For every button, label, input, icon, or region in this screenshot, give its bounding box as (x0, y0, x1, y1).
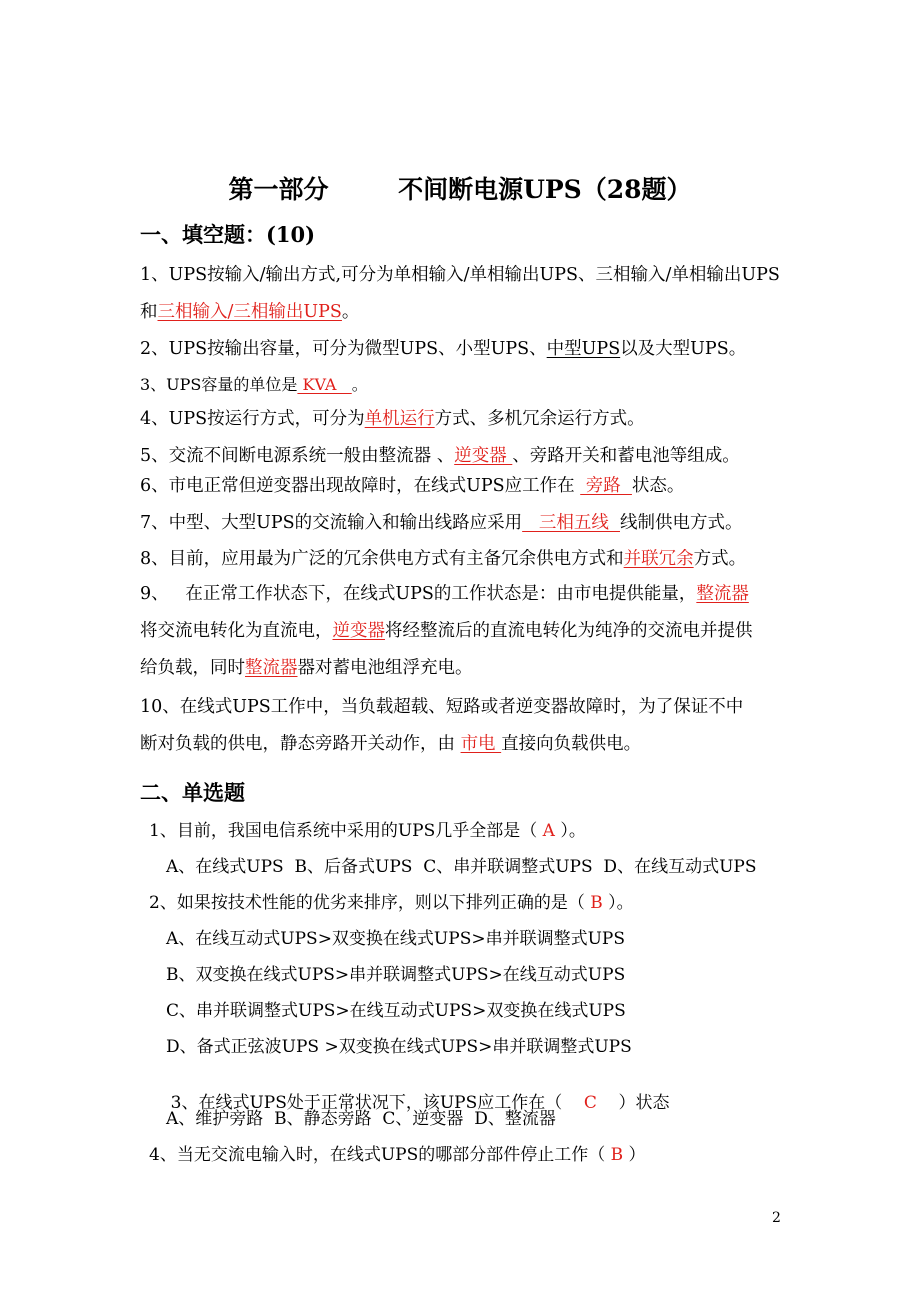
fill-q9-mid-2: 将经整流后的直流电转化为纯净的交流电并提供 (385, 621, 753, 641)
fill-q1-post: 。 (341, 302, 360, 322)
fill-q4-text: 4、UPS按运行方式，可分为 (140, 409, 365, 429)
fill-q10-answer: 市电 (460, 734, 502, 754)
fill-q5-answer: 逆变器 (454, 446, 513, 466)
fill-q7-answer: 三相五线 (522, 513, 620, 533)
fill-question-4 (140, 401, 782, 438)
fill-q9-text: 9、 在正常工作状态下，在线式UPS的工作状态是：由市电提供能量， (140, 584, 697, 604)
section-heading-single-choice: 二、单选题 (140, 780, 245, 805)
fill-q1-line2: 和 (140, 302, 158, 322)
fill-q10-post: 直接向负载供电。 (501, 734, 642, 754)
fill-q8-text: 8、目前，应用最为广泛的冗余供电方式有主备冗余供电方式和 (140, 549, 624, 569)
fill-q6-text: 6、市电正常但逆变器出现故障时，在线式UPS应工作在 (140, 476, 581, 496)
fill-q2-text: 2、UPS按输出容量，可分为微型UPS、小型UPS、 (140, 339, 547, 359)
choice-q3-options: A、维护旁路 B、静态旁路 C、逆变器 D、整流器 (166, 1109, 556, 1129)
fill-q2-post: 以及大型UPS。 (620, 339, 747, 359)
fill-q5-text: 5、交流不间断电源系统一般由整流器 、 (140, 446, 455, 466)
fill-q7-post: 线制供电方式。 (619, 513, 743, 533)
choice-q4-text: 4、当无交流电输入时，在线式UPS的哪部分部件停止工作（ (149, 1145, 611, 1165)
fill-q8-post: 方式。 (693, 549, 747, 569)
fill-q9-answer-1: 整流器 (696, 584, 749, 604)
fill-question-3 (140, 366, 782, 403)
fill-q10-line1: 10、在线式UPS工作中，当负载超载、短路或者逆变器故障时，为了保证不中 (140, 697, 744, 717)
page-title: 第一部分 不间断电源UPS（28题） (228, 175, 692, 204)
choice-q2-option-c: C、串并联调整式UPS>在线互动式UPS>双变换在线式UPS (166, 1001, 626, 1021)
fill-q4-post: 方式、多机冗余运行方式。 (434, 409, 645, 429)
choice-question-1 (149, 816, 586, 841)
fill-question-8 (140, 541, 782, 578)
fill-question-1 (140, 257, 782, 331)
page-number: 2 (772, 1210, 781, 1226)
fill-question-6 (140, 468, 782, 505)
fill-question-10 (140, 689, 782, 763)
choice-q4-post: ） (623, 1145, 646, 1165)
fill-q9-post: 器对蓄电池组浮充电。 (297, 658, 473, 678)
section-heading-fill-in: 一、填空题：(10) (140, 222, 316, 247)
choice-q1-text: 1、目前，我国电信系统中采用的UPS几乎全部是（ (149, 821, 543, 841)
fill-q8-answer: 并联冗余 (623, 549, 694, 569)
fill-q9-mid-1: 将交流电转化为直流电， (140, 621, 333, 641)
fill-q9-line3: 给负载，同时 (140, 658, 245, 678)
fill-q2-answer: 中型UPS (546, 339, 621, 359)
choice-q3-post: ）状态 (596, 1093, 670, 1113)
choice-q3-answer: C (583, 1093, 597, 1113)
fill-q1-text: 1、UPS按输入/输出方式,可分为单相输入/单相输出UPS、三相输入/单相输出UPS (140, 265, 780, 285)
choice-q2-answer: B (590, 893, 603, 913)
fill-q5-post: 、旁路开关和蓄电池等组成。 (512, 446, 740, 466)
choice-q2-option-a: A、在线互动式UPS>双变换在线式UPS>串并联调整式UPS (166, 929, 625, 949)
choice-q2-post: ）。 (602, 893, 634, 913)
choice-q2-option-d: D、备式正弦波UPS >双变换在线式UPS>串并联调整式UPS (166, 1037, 632, 1057)
fill-question-7 (140, 505, 782, 542)
fill-question-2 (140, 331, 782, 368)
choice-question-4 (149, 1140, 646, 1165)
fill-q6-post: 状态。 (631, 476, 685, 496)
fill-q3-answer: KVA (297, 375, 352, 394)
choice-q1-options: A、在线式UPS B、后备式UPS C、串并联调整式UPS D、在线互动式UPS (166, 857, 757, 877)
fill-q4-answer: 单机运行 (364, 409, 435, 429)
choice-q2-text: 2、如果按技术性能的优劣来排序，则以下排列正确的是（ (149, 893, 591, 913)
fill-q7-text: 7、中型、大型UPS的交流输入和输出线路应采用 (140, 513, 523, 533)
fill-q3-post: 。 (351, 375, 368, 394)
choice-q1-post: ）。 (554, 821, 586, 841)
fill-q9-answer-2: 逆变器 (332, 621, 385, 641)
choice-question-2 (149, 888, 634, 913)
fill-q6-answer: 旁路 (580, 476, 632, 496)
choice-q4-answer: B (610, 1145, 624, 1165)
choice-q1-answer: A (542, 821, 555, 841)
fill-q3-text: 3、UPS容量的单位是 (140, 375, 298, 394)
choice-q2-option-b: B、双变换在线式UPS>串并联调整式UPS>在线互动式UPS (166, 965, 626, 985)
fill-q9-answer-3: 整流器 (245, 658, 298, 678)
fill-q10-line2: 断对负载的供电，静态旁路开关动作，由 (140, 734, 461, 754)
fill-q1-answer: 三相输入/三相输出UPS (157, 302, 342, 322)
choice-q3-text: 3、在线式UPS处于正常状况下，该UPS应工作在（ (170, 1093, 584, 1113)
fill-question-9 (140, 576, 782, 687)
